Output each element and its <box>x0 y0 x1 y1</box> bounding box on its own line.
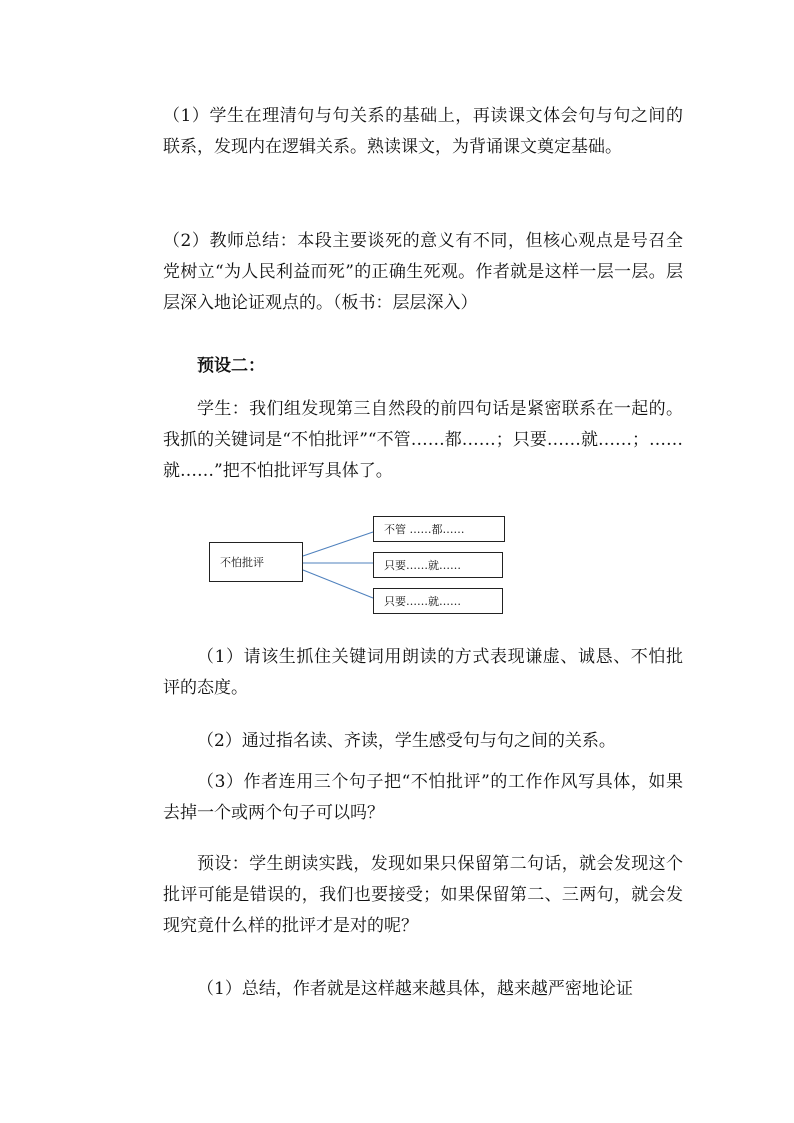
diagram-branch-box: 不管 ……都…… <box>373 516 505 542</box>
diagram-main-box: 不怕批评 <box>209 542 303 582</box>
paragraph-teacher-summary: （2）教师总结：本段主要谈死的意义有不同，但核心观点是号召全党树立“为人民利益而死”的正确生死观。作者就是这样一层一层。层层深入地论证观点的。（板书：层层深入） <box>163 231 683 313</box>
paragraph-summary: （1）总结，作者就是这样越来越具体，越来越严密地论证 <box>197 979 633 999</box>
keyword-diagram <box>205 510 515 620</box>
heading-preset-two: 预设二： <box>197 356 265 376</box>
paragraph-student-finding: 学生：我们组发现第三自然段的前四句话是紧密联系在一起的。我抓的关键词是“不怕批评”“不管……都……；只要……就……；……就……”把不怕批评写具体了。 <box>163 399 683 481</box>
connector-line-1 <box>303 532 373 556</box>
diagram-branch-box: 只要……就…… <box>373 552 503 578</box>
paragraph-step-2: （2）通过指名读、齐读，学生感受句与句之间的关系。 <box>197 731 616 751</box>
paragraph-step-3: （3）作者连用三个句子把“不怕批评”的工作作风写具体，如果去掉一个或两个句子可以吗？ <box>163 772 683 823</box>
diagram-branch-box: 只要……就…… <box>373 588 503 614</box>
paragraph-student-reading: （1）学生在理清句与句关系的基础上，再读课文体会句与句之间的联系，发现内在逻辑关系。熟读课文，为背诵课文奠定基础。 <box>163 106 683 157</box>
paragraph-step-1: （1）请该生抓住关键词用朗读的方式表现谦虚、诚恳、不怕批评的态度。 <box>163 647 683 698</box>
paragraph-preset: 预设：学生朗读实践，发现如果只保留第二句话，就会发现这个批评可能是错误的，我们也要接受；如果保留第二、三两句，就会发现究竟什么样的批评才是对的呢？ <box>163 854 683 936</box>
connector-line-3 <box>303 570 373 598</box>
